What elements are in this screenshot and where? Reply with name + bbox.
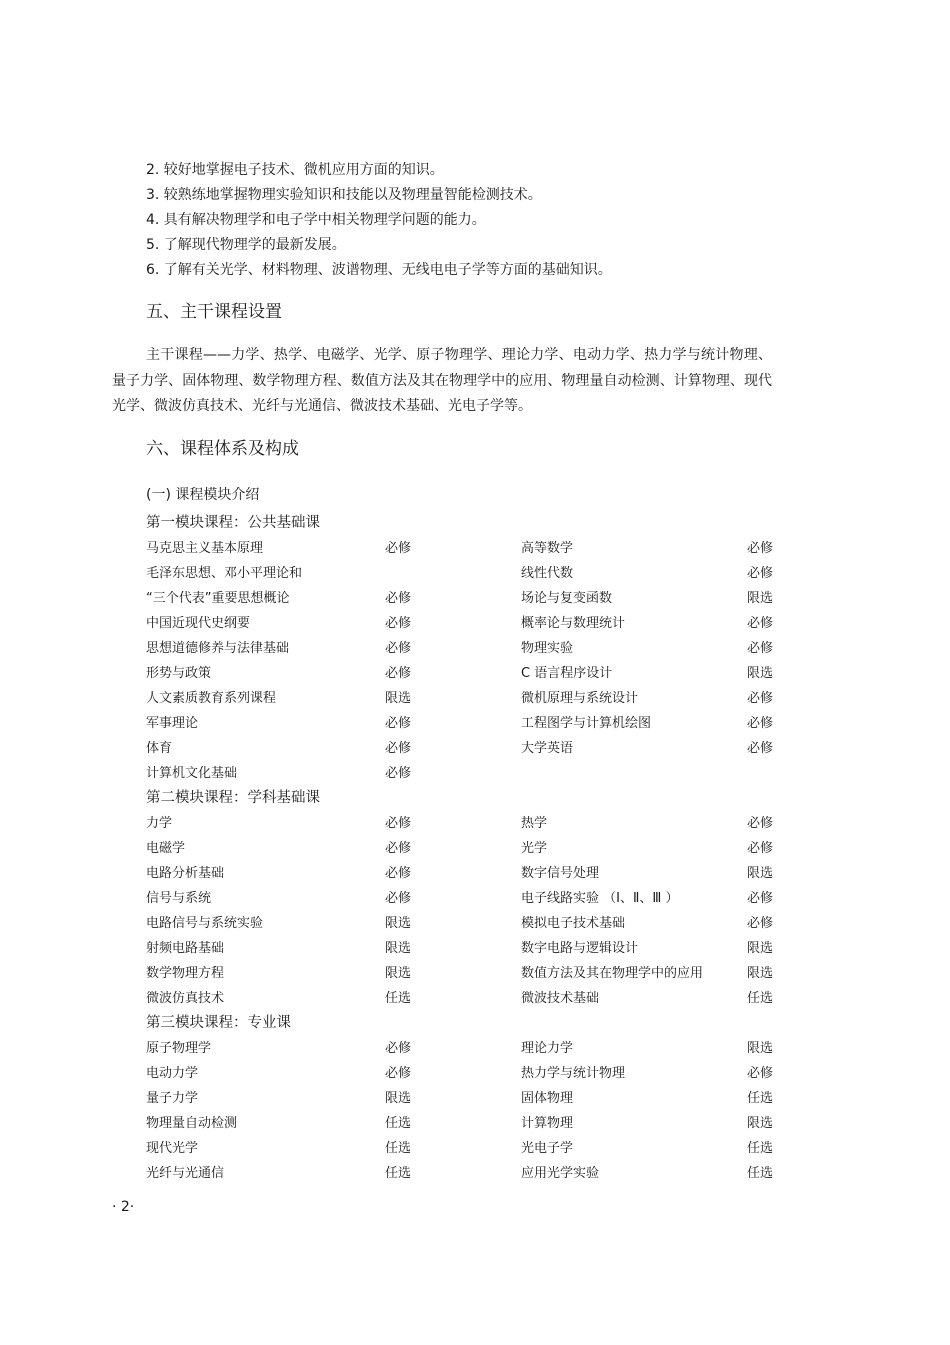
course-name: 力学 (146, 816, 173, 831)
table-row (146, 1061, 786, 1086)
course-name: C 语言程序设计 (521, 666, 613, 681)
course-type: 限选 (747, 591, 774, 606)
course-type: 必修 (385, 741, 412, 756)
course-type: 限选 (747, 1041, 774, 1056)
course-type: 必修 (385, 541, 412, 556)
course-name: 电路分析基础 (146, 866, 225, 881)
course-type: 必修 (747, 891, 774, 906)
course-name: 马克思主义基本原理 (146, 541, 264, 556)
table-row (146, 1111, 786, 1136)
course-type: 任选 (747, 1091, 774, 1106)
course-type: 必修 (385, 1041, 412, 1056)
objective-item: 4. 具有解决物理学和电子学中相关物理学问题的能力。 (146, 212, 486, 228)
course-type: 必修 (747, 816, 774, 831)
course-type: 限选 (747, 866, 774, 881)
course-name: 形势与政策 (146, 666, 212, 681)
course-name: 军事理论 (146, 716, 199, 731)
course-name: 热学 (521, 816, 548, 831)
course-type: 限选 (385, 966, 412, 981)
table-row (146, 536, 786, 561)
course-type: 必修 (385, 641, 412, 656)
table-row (146, 736, 786, 761)
table-row (146, 911, 786, 936)
objectives-list (146, 158, 826, 283)
course-name: 电路信号与系统实验 (146, 916, 264, 931)
table-row (146, 836, 786, 861)
course-name: 光电子学 (521, 1141, 574, 1156)
course-name: 概率论与数理统计 (521, 616, 626, 631)
course-type: 任选 (747, 991, 774, 1006)
course-type: 限选 (747, 941, 774, 956)
table-row (146, 961, 786, 986)
course-type: 任选 (747, 1141, 774, 1156)
table-row (146, 686, 786, 711)
course-name: 热力学与统计物理 (521, 1066, 626, 1081)
course-type: 限选 (747, 1116, 774, 1131)
module-title: 第一模块课程：公共基础课 (146, 515, 320, 531)
course-name: 射频电路基础 (146, 941, 225, 956)
section6-heading: 六、课程体系及构成 (146, 439, 299, 459)
course-type: 必修 (747, 716, 774, 731)
course-name: 数值方法及其在物理学中的应用 (521, 966, 704, 981)
course-name: 微波仿真技术 (146, 991, 225, 1006)
course-type: 必修 (747, 741, 774, 756)
course-name: 微波技术基础 (521, 991, 600, 1006)
course-type: 必修 (385, 891, 412, 906)
course-name: 体育 (146, 741, 173, 756)
course-name: 数字电路与逻辑设计 (521, 941, 639, 956)
course-name: 固体物理 (521, 1091, 574, 1106)
course-type: 限选 (747, 666, 774, 681)
course-name: 数字信号处理 (521, 866, 600, 881)
course-name: 原子物理学 (146, 1041, 212, 1056)
course-name: 思想道德修养与法律基础 (146, 641, 290, 656)
course-type: 必修 (385, 816, 412, 831)
course-name: 毛泽东思想、邓小平理论和 (146, 566, 303, 581)
course-type: 必修 (385, 841, 412, 856)
course-name: 现代光学 (146, 1141, 199, 1156)
course-type: 任选 (747, 1166, 774, 1181)
course-type: 必修 (747, 916, 774, 931)
table-row (146, 661, 786, 686)
course-name: “三个代表”重要思想概论 (146, 591, 290, 606)
course-name: 微机原理与系统设计 (521, 691, 639, 706)
section5-paragraph: 主干课程——力学、热学、电磁学、光学、原子物理学、理论力学、电动力学、热力学与统计物理、量子力学、固体物理、数学物理方程、数值方法及其在物理学中的应用、物理量自动检测、计算物理、现代光学、微波仿真技术、光纤与光通信、微波技术基础、光电子学等。 (112, 347, 772, 414)
course-type: 任选 (385, 1141, 412, 1156)
course-modules (146, 511, 786, 1186)
course-name: 光纤与光通信 (146, 1166, 225, 1181)
course-type: 必修 (747, 566, 774, 581)
table-row (146, 1136, 786, 1161)
table-row (146, 761, 786, 786)
table-row (146, 936, 786, 961)
course-name: 信号与系统 (146, 891, 212, 906)
course-type: 限选 (747, 966, 774, 981)
table-row (146, 811, 786, 836)
course-type: 必修 (747, 841, 774, 856)
section5-heading: 五、主干课程设置 (146, 302, 282, 322)
course-type: 必修 (385, 616, 412, 631)
course-type: 必修 (747, 541, 774, 556)
course-name: 中国近现代史纲要 (146, 616, 251, 631)
section6-subheading: (一) 课程模块介绍 (146, 487, 260, 503)
course-name: 工程图学与计算机绘图 (521, 716, 652, 731)
course-name: 理论力学 (521, 1041, 574, 1056)
table-row (146, 1161, 786, 1186)
objective-item: 3. 较熟练地掌握物理实验知识和技能以及物理量智能检测技术。 (146, 187, 542, 203)
course-name: 高等数学 (521, 541, 574, 556)
course-type: 任选 (385, 991, 412, 1006)
page-number: · 2· (112, 1199, 135, 1215)
course-type: 任选 (385, 1166, 412, 1181)
course-type: 限选 (385, 1091, 412, 1106)
table-row (146, 636, 786, 661)
course-type: 必修 (747, 616, 774, 631)
course-name: 光学 (521, 841, 548, 856)
course-name: 计算物理 (521, 1116, 574, 1131)
objective-item: 2. 较好地掌握电子技术、微机应用方面的知识。 (146, 162, 444, 178)
course-type: 限选 (385, 691, 412, 706)
course-type: 必修 (747, 641, 774, 656)
course-name: 电动力学 (146, 1066, 199, 1081)
course-name: 大学英语 (521, 741, 574, 756)
course-type: 必修 (385, 666, 412, 681)
course-name: 数学物理方程 (146, 966, 225, 981)
objective-item: 5. 了解现代物理学的最新发展。 (146, 237, 346, 253)
course-name: 电磁学 (146, 841, 186, 856)
table-row (146, 561, 786, 586)
table-row (146, 1036, 786, 1061)
course-type: 限选 (385, 916, 412, 931)
course-name: 应用光学实验 (521, 1166, 600, 1181)
table-row (146, 711, 786, 736)
course-name: 量子力学 (146, 1091, 199, 1106)
course-type: 必修 (385, 1066, 412, 1081)
course-type: 必修 (385, 716, 412, 731)
module-title: 第三模块课程：专业课 (146, 1015, 291, 1031)
course-type: 必修 (385, 866, 412, 881)
table-row (146, 611, 786, 636)
objective-item: 6. 了解有关光学、材料物理、波谱物理、无线电电子学等方面的基础知识。 (146, 262, 612, 278)
course-name: 模拟电子技术基础 (521, 916, 626, 931)
course-name: 计算机文化基础 (146, 766, 238, 781)
course-type: 必修 (747, 691, 774, 706)
course-name: 物理量自动检测 (146, 1116, 238, 1131)
course-name: 物理实验 (521, 641, 574, 656)
table-row (146, 886, 786, 911)
course-name: 电子线路实验 （Ⅰ、Ⅱ、Ⅲ ） (521, 891, 679, 906)
course-type: 必修 (747, 1066, 774, 1081)
table-row (146, 586, 786, 611)
module-title: 第二模块课程：学科基础课 (146, 790, 320, 806)
table-row (146, 986, 786, 1011)
course-type: 必修 (385, 591, 412, 606)
table-row (146, 1086, 786, 1111)
course-name: 线性代数 (521, 566, 574, 581)
course-name: 人文素质教育系列课程 (146, 691, 277, 706)
course-name: 场论与复变函数 (521, 591, 613, 606)
table-row (146, 861, 786, 886)
course-type: 必修 (385, 766, 412, 781)
course-type: 任选 (385, 1116, 412, 1131)
course-type: 限选 (385, 941, 412, 956)
